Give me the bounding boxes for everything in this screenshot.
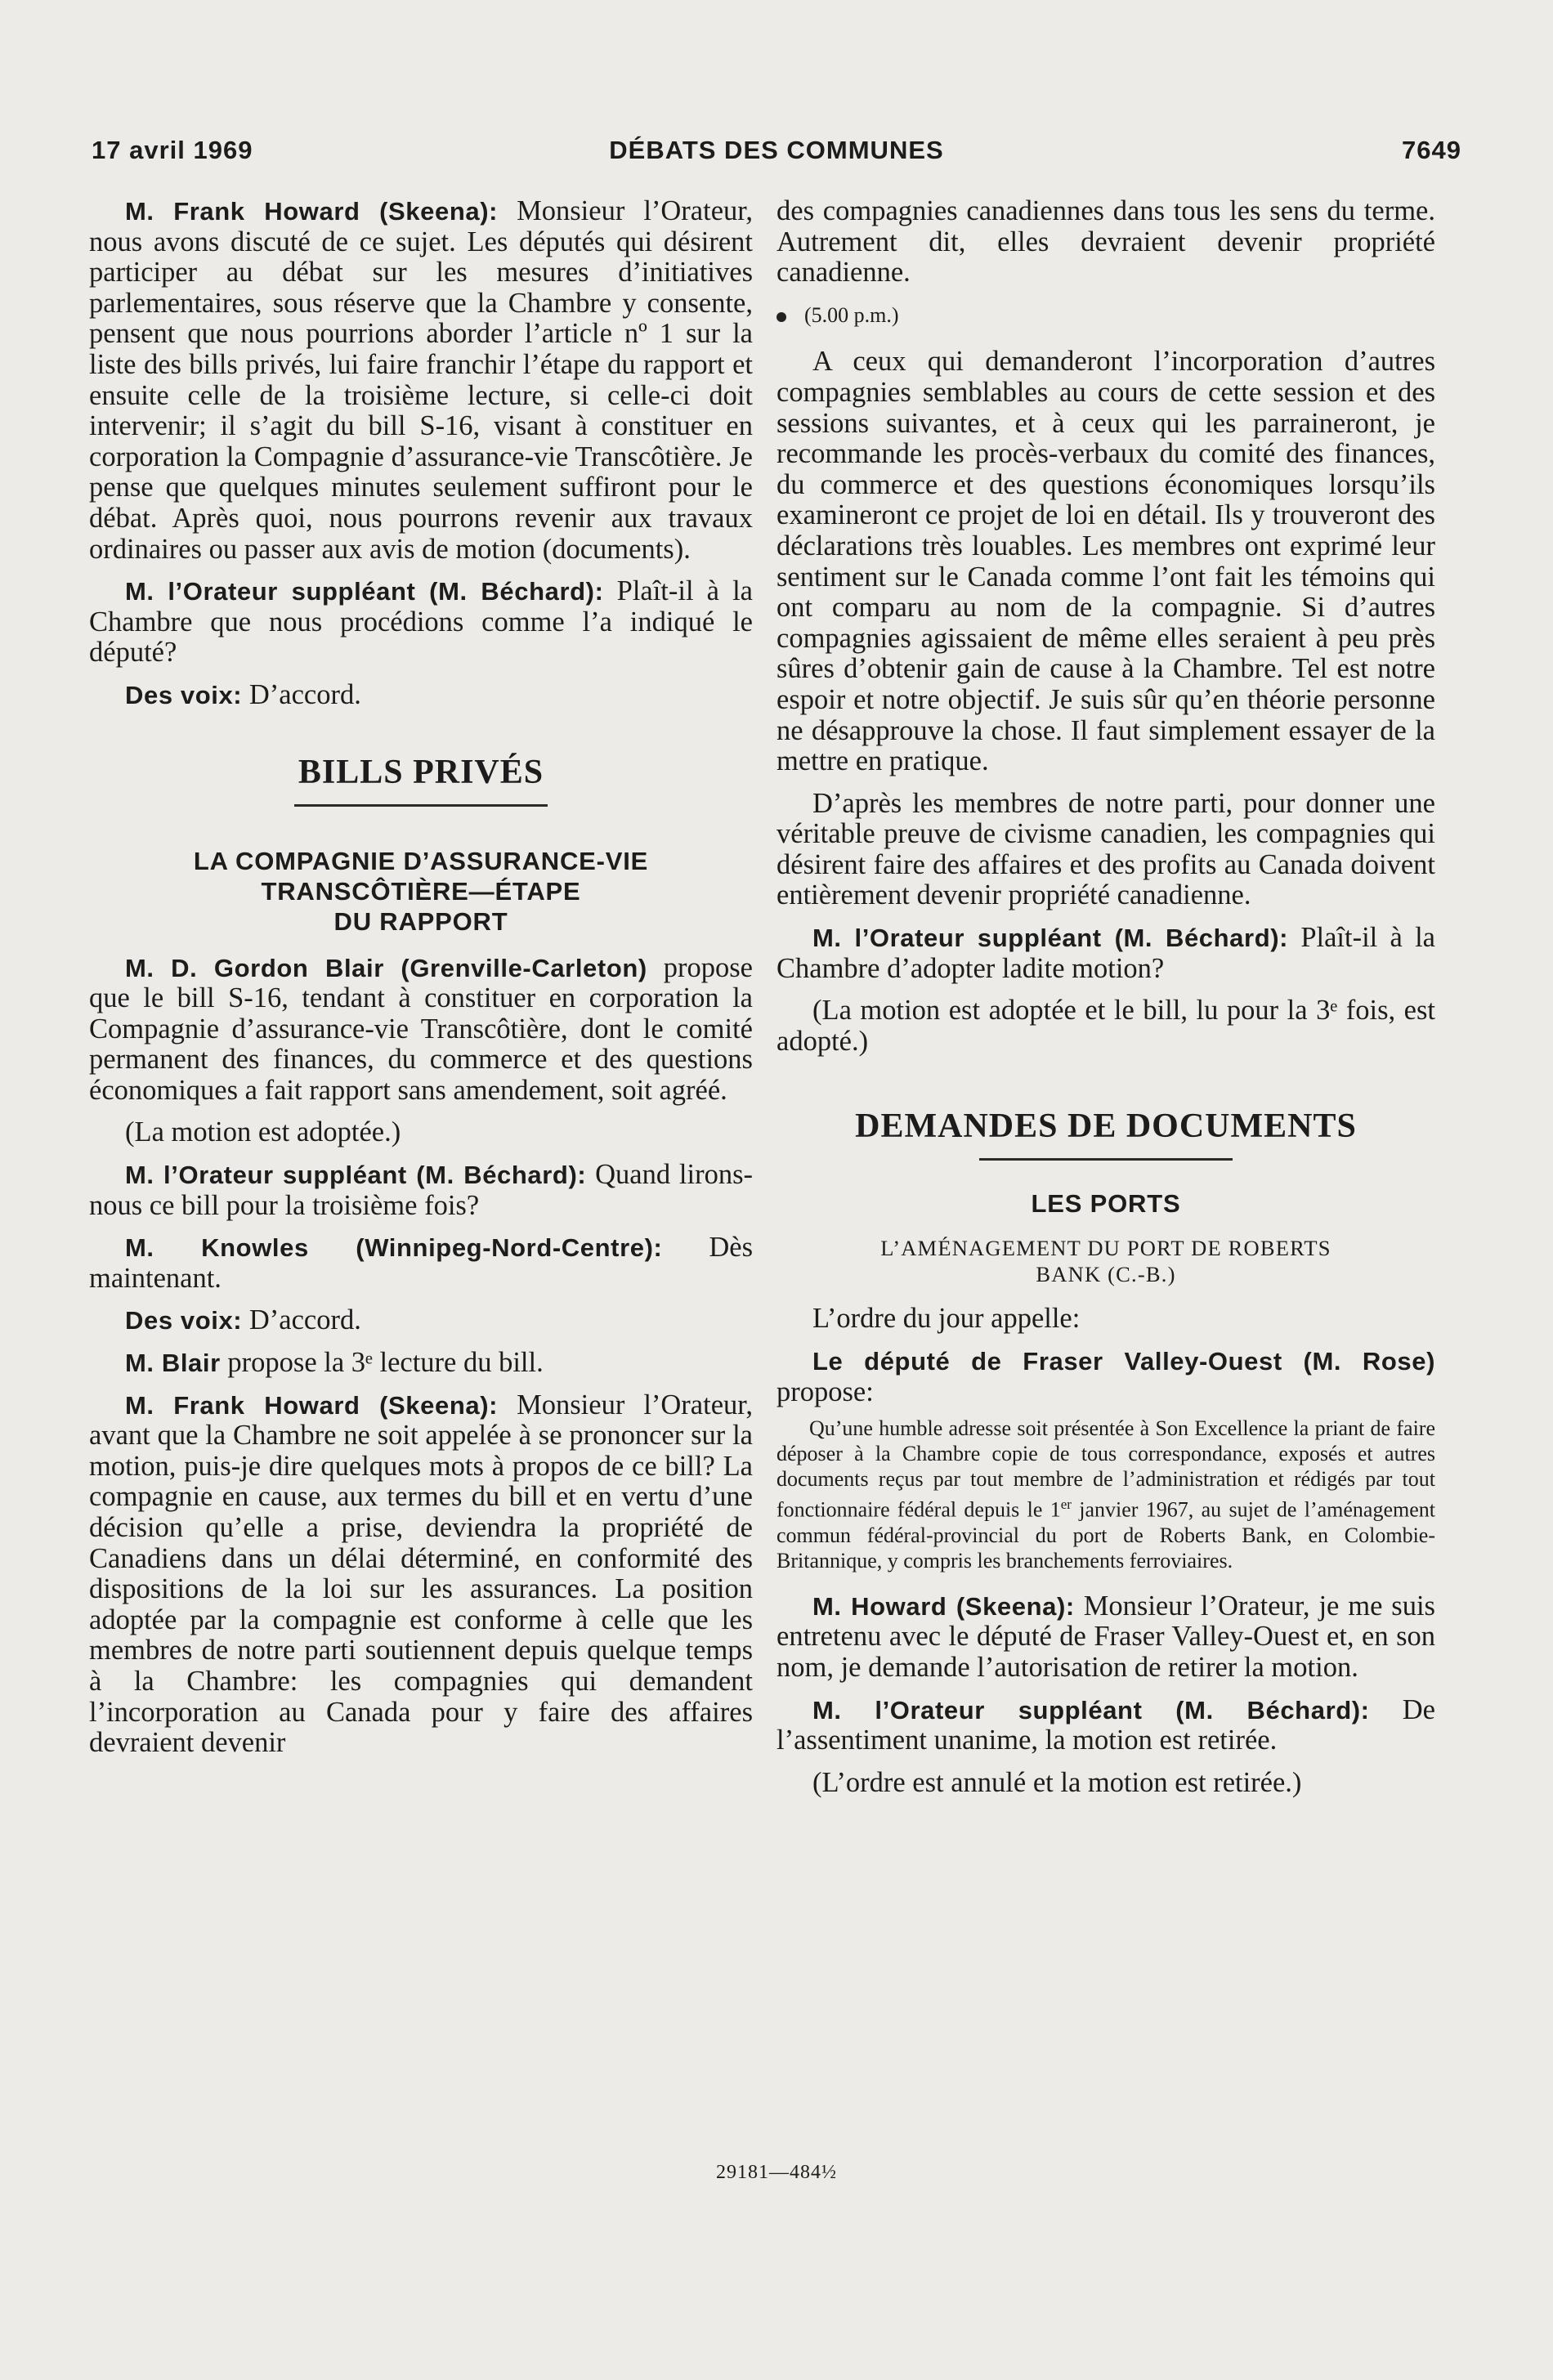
subheading: LES PORTS [1031, 1189, 1181, 1219]
subheading-line: LA COMPAGNIE D’ASSURANCE-VIE [193, 846, 649, 875]
procedure-note: (La motion est adoptée.) [125, 1116, 401, 1148]
header-date: 17 avril 1969 [92, 136, 253, 164]
paragraph [89, 196, 753, 565]
right-column [776, 196, 1435, 1810]
speaker-name: M. l’Orateur suppléant (M. Béchard): [812, 1695, 1370, 1725]
speech-text: De l’assentiment unanime, la motion est retirée. [776, 1693, 1435, 1756]
subheading-line: TRANSCÔTIÈRE—ÉTAPE [261, 876, 581, 906]
speaker-name: M. Knowles (Winnipeg-Nord-Centre): [125, 1233, 663, 1263]
speech-text: propose la 3ᵉ lecture du bill. [220, 1347, 544, 1379]
procedure-note: (L’ordre est annulé et la motion est retirée.) [812, 1766, 1302, 1798]
paragraph: L’ordre du jour appelle: [812, 1303, 1081, 1335]
subheading [89, 846, 753, 937]
speaker-name: M. Frank Howard (Skeena): [125, 197, 499, 226]
motion-text-part: janvier 1967, au sujet de l’aménagement commun fédéral-provincial du port de Roberts Bank, en Colombie-Britannique, y compris les branchements ferroviaires. [776, 1497, 1436, 1572]
speech-text: Monsieur l’Orateur, avant que la Chambre ne soit appelée à se prononcer sur la motion, puis-je dire quelques mots à propos de ce bill? La compagnie en cause, aux termes du bill et en vertu d’une décision qu’elle a prise, deviendra la propriété de Canadiens dans un délai déterminé, en conformité des dispositions de la loi sur les assurances. La position adoptée par la compagnie est conforme à celle que les membres de notre parti soutiennent depuis quelque temps à la Chambre: les compagnies qui demandent l’incorporation au Canada pour y faire des affaires devraient devenir [89, 1389, 753, 1759]
section-title: BILLS PRIVÉS [298, 753, 544, 791]
left-column [89, 196, 753, 1770]
time-marker [776, 300, 1435, 331]
paragraph [776, 923, 1435, 984]
speech-text: Quand lirons-nous ce bill pour la troisième fois? [89, 1159, 753, 1221]
speaker-name: Des voix: [125, 680, 243, 709]
running-head [92, 136, 1461, 172]
speech-text: D’accord. [242, 678, 361, 710]
ordinal-superscript: er [1060, 1496, 1072, 1513]
motion-text-part: Qu’une humble adresse soit présentée à Son Excellence la priant de faire déposer à la Chambre copie de tous correspondance, exposés et autres documents reçus par tout membre de l’administration et rédigés par tout fonctionnaire fédéral depuis le 1 [776, 1416, 1435, 1522]
subheading-line: L’AMÉNAGEMENT DU PORT DE ROBERTS [880, 1236, 1331, 1261]
speaker-name: M. Howard (Skeena): [812, 1591, 1075, 1621]
speaker-name: Des voix: [125, 1306, 243, 1335]
speaker-name: M. D. Gordon Blair (Grenville-Carleton) [125, 953, 647, 982]
speech-text: D’accord. [242, 1304, 361, 1336]
title-divider [294, 804, 548, 807]
footer-code: 29181—484½ [716, 2162, 837, 2183]
paragraph [89, 680, 753, 711]
paragraph [89, 1305, 753, 1336]
speech-text: propose: [776, 1376, 874, 1407]
motion-text [776, 1416, 1435, 1573]
speaker-name: M. l’Orateur suppléant (M. Béchard): [812, 924, 1289, 953]
paragraph [89, 1348, 753, 1379]
paragraph: A ceux qui demanderont l’incorporation d’autres compagnies semblables au cours de cette session et des sessions suivantes, et à ceux qui les parraineront, je recommande les procès-verbaux du comité des finances, du commerce et des questions économiques lorsqu’ils examineront ce projet de loi en détail. Ils y trouveront des déclarations très louables. Les membres ont exprimé leur sentiment sur le Canada comme l’ont fait les témoins qui ont comparu au nom de la compagnie. Si d’autres compagnies agissaient de même elles seraient à peu près sûres d’obtenir gain de cause à la Chambre. Tel est notre espoir et notre objectif. Je suis sûr qu’en théorie personne ne désapprouve la chose. Il faut simplement essayer de la mettre en pratique. [776, 346, 1435, 777]
speaker-name: Le député de Fraser Valley-Ouest (M. Rose) [812, 1347, 1435, 1376]
speech-text: propose que le bill S-16, tendant à constituer en corporation la Compagnie d’assurance-vie Transcôtière, dont le comité permanent des finances, du commerce et des questions économiques a fait rapport sans amendement, soit agréé. [89, 951, 753, 1106]
header-title: DÉBATS DES COMMUNES [609, 136, 944, 164]
speech-text: Plaît-il à la Chambre que nous procédions comme l’a indiqué le député? [89, 575, 753, 669]
paragraph [776, 1346, 1435, 1407]
paragraph: des compagnies canadiennes dans tous les sens du terme. Autrement dit, elles devraient devenir propriété canadienne. [776, 195, 1435, 289]
speaker-name: M. l’Orateur suppléant (M. Béchard): [125, 1161, 587, 1190]
speech-text: Plaît-il à la Chambre d’adopter ladite motion? [776, 922, 1435, 984]
paragraph [89, 1390, 753, 1759]
procedure-note: (La motion est adoptée et le bill, lu pour la 3ᵉ fois, est adopté.) [776, 995, 1435, 1057]
subheading-line: DU RAPPORT [333, 906, 508, 936]
subheading-small [776, 1235, 1435, 1287]
paragraph [89, 576, 753, 669]
paragraph [89, 1232, 753, 1294]
paragraph: D’après les membres de notre parti, pour donner une véritable preuve de civisme canadien, les compagnies qui désirent faire des affaires et des profits au Canada doivent entièrement devenir propriété canadienne. [776, 787, 1435, 911]
bullet-icon [776, 312, 786, 322]
subheading-line: BANK (C.-B.) [1036, 1262, 1176, 1287]
page-number: 7649 [1402, 136, 1461, 164]
time-stamp: (5.00 p.m.) [804, 302, 899, 327]
paragraph [89, 1160, 753, 1221]
paragraph [776, 1695, 1435, 1756]
speaker-name: M. Blair [125, 1349, 221, 1378]
speech-text: Dès maintenant. [89, 1232, 754, 1294]
paragraph [776, 1591, 1435, 1684]
section-title: DEMANDES DE DOCUMENTS [855, 1107, 1357, 1146]
speech-text: Monsieur l’Orateur, je me suis entretenu avec le député de Fraser Valley-Ouest et, en son nom, je demande l’autorisation de retirer la motion. [776, 1590, 1435, 1684]
speaker-name: M. Frank Howard (Skeena): [125, 1390, 499, 1420]
speaker-name: M. l’Orateur suppléant (M. Béchard): [125, 577, 604, 606]
title-divider [979, 1158, 1233, 1161]
paragraph [89, 953, 753, 1107]
speech-text: Monsieur l’Orateur, nous avons discuté de ce sujet. Les députés qui désirent participer au débat sur les mesures d’initiatives parlementaires, sous réserve que la Chambre y consente, pensent que nous pourrions aborder l’article nº 1 sur la liste des bills privés, lui faire franchir l’étape du rapport et ensuite celle de la troisième lecture, si celle-ci doit intervenir; il s’agit du bill S-16, visant à constituer en corporation la Compagnie d’assurance-vie Transcôtière. Je pense que quelques minutes seulement suffiront pour le débat. Après quoi, nous pourrons revenir aux travaux ordinaires ou passer aux avis de motion (documents). [89, 195, 753, 565]
